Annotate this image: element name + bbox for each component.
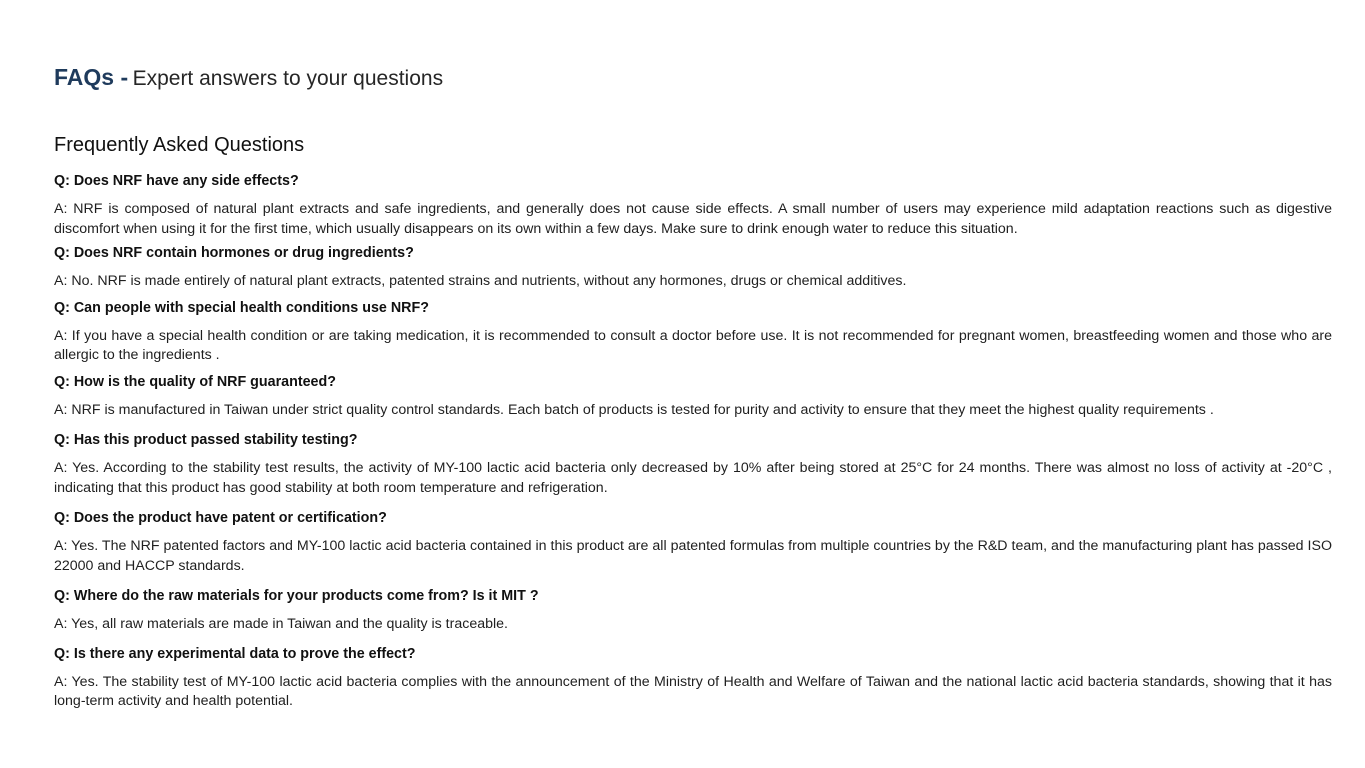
- faq-answer: A: If you have a special health condition or are taking medication, it is recommended to consult a doctor before use. It is not recommended for pregnant women, breastfeeding women and those who are allergic to the ingredients .: [54, 327, 1332, 363]
- faq-answer: A: NRF is manufactured in Taiwan under strict quality control standards. Each batch of products is tested for purity and activity to ensure that they meet the highest quality requirements .: [54, 401, 1214, 418]
- faq-item: [54, 243, 1332, 292]
- faq-answer: A: Yes. According to the stability test results, the activity of MY-100 lactic acid bacteria only decreased by 10% after being stored at 25°C for 24 months. There was almost no loss of activity at -20°C , indicating that this product has good stability at both room temperature and refrigeration.: [54, 460, 1332, 496]
- faq-item: [54, 372, 1332, 421]
- faq-item: [54, 508, 1332, 576]
- faq-item: [54, 430, 1332, 498]
- faq-answer: A: No. NRF is made entirely of natural plant extracts, patented strains and nutrients, without any hormones, drugs or chemical additives.: [54, 273, 907, 289]
- faq-answer: A: Yes, all raw materials are made in Taiwan and the quality is traceable.: [54, 616, 508, 632]
- faq-question: Q: Can people with special health conditions use NRF?: [54, 299, 429, 316]
- section-title: Frequently Asked Questions: [54, 134, 305, 156]
- faq-answer: A: Yes. The stability test of MY-100 lactic acid bacteria complies with the announcement of the Ministry of Health and Welfare of Taiwan and the national lactic acid bacteria standards, showing that it has long-term activity and health potential.: [54, 673, 1332, 709]
- faq-question: Q: Is there any experimental data to prove the effect?: [54, 645, 416, 662]
- faq-question: Q: How is the quality of NRF guaranteed?: [54, 373, 336, 390]
- faq-list: [54, 171, 1332, 712]
- faq-question: Q: Where do the raw materials for your products come from? Is it MIT ?: [54, 588, 539, 604]
- faq-item: [54, 586, 1332, 635]
- page-subtitle: Expert answers to your questions: [132, 67, 444, 90]
- faq-question: Q: Has this product passed stability testing?: [54, 432, 358, 448]
- page-header: [54, 58, 1332, 96]
- faq-label: FAQs -: [54, 64, 129, 90]
- faq-item: [54, 171, 1332, 239]
- faq-answer: A: NRF is composed of natural plant extracts and safe ingredients, and generally does not cause side effects. A small number of users may experience mild adaptation reactions such as digestive discomfort when using it for the first time, which usually disappears on its own within a few days. Make sure to drink enough water to reduce this situation.: [54, 201, 1332, 237]
- faq-question: Q: Does NRF have any side effects?: [54, 173, 299, 189]
- faq-page: [54, 58, 1332, 712]
- faq-question: Q: Does NRF contain hormones or drug ingredients?: [54, 245, 414, 261]
- faq-answer: A: Yes. The NRF patented factors and MY-100 lactic acid bacteria contained in this product are all patented formulas from multiple countries by the R&D team, and the manufacturing plant has passed ISO 22000 and HACCP standards.: [54, 538, 1332, 574]
- faq-item: [54, 644, 1332, 712]
- faq-question: Q: Does the product have patent or certification?: [54, 510, 387, 526]
- faq-item: [54, 298, 1332, 366]
